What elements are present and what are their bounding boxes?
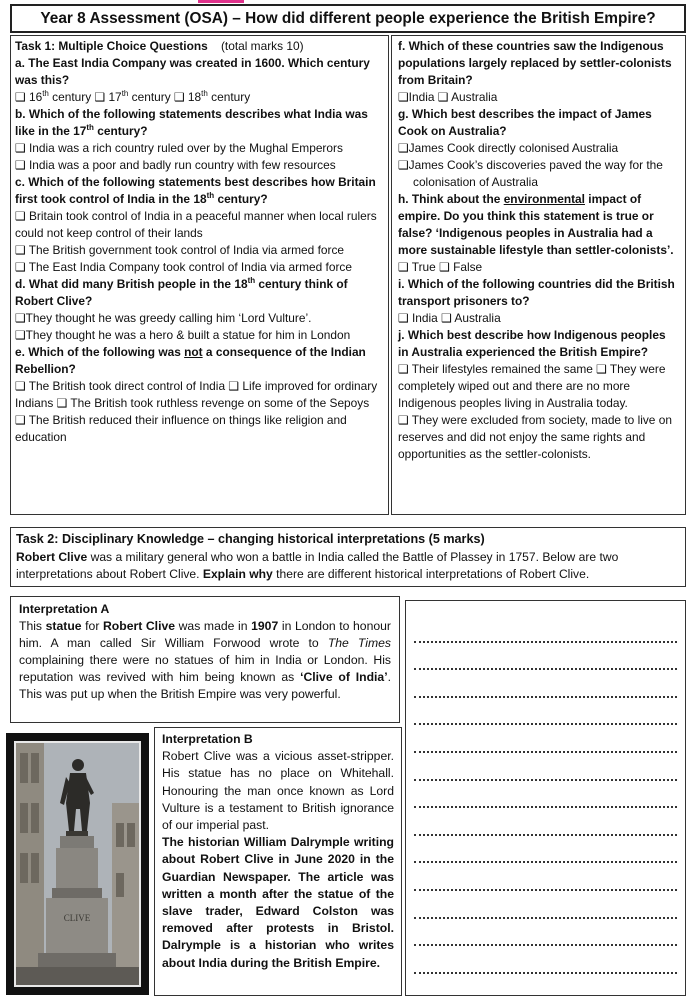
option-g-1[interactable]: ❑James Cook directly colonised Australia bbox=[398, 141, 619, 155]
interpretation-b bbox=[154, 727, 402, 996]
question-f: f. Which of these countries saw the Indigenous populations largely replaced by settler-colonists from Britain? bbox=[398, 39, 672, 87]
option-a-1[interactable]: ❑ 16th century bbox=[15, 89, 92, 104]
statue-photo-frame bbox=[6, 733, 149, 995]
question-e-options bbox=[15, 378, 384, 412]
option-g-2[interactable]: ❑James Cook’s discoveries paved the way for the colonisation of Australia bbox=[398, 158, 663, 189]
task2-heading: Task 2: Disciplinary Knowledge – changing historical interpretations (5 marks) bbox=[16, 532, 485, 546]
task1-heading: Task 1: Multiple Choice Questions bbox=[15, 39, 208, 53]
option-b-1[interactable]: ❑ India was a rich country ruled over by the Mughal Emperors bbox=[15, 141, 343, 155]
answer-line[interactable] bbox=[414, 781, 677, 809]
option-c-1[interactable]: ❑ Britain took control of India in a peaceful manner when local rulers could not keep control of their lands bbox=[15, 209, 377, 240]
option-d-2[interactable]: ❑They thought he was a hero & built a statue for him in London bbox=[15, 328, 351, 342]
question-j-options-a bbox=[398, 361, 679, 412]
header-accent bbox=[198, 0, 244, 3]
interpretation-b-heading: Interpretation B bbox=[162, 732, 253, 746]
option-j-1[interactable]: ❑ Their lifestyles remained the same bbox=[398, 362, 593, 376]
option-j-3[interactable]: ❑ They were excluded from society, made to live on reserves and did not enjoy the same rights and opportunities as the settler-colonists. bbox=[398, 413, 672, 461]
answer-line[interactable] bbox=[414, 946, 677, 974]
interpretation-a-heading: Interpretation A bbox=[19, 602, 110, 616]
option-f-1[interactable]: ❑India bbox=[398, 90, 435, 104]
answer-line[interactable] bbox=[414, 615, 677, 643]
option-h-1[interactable]: ❑ True bbox=[398, 260, 436, 274]
option-e-4[interactable]: ❑ The British reduced their influence on things like religion and education bbox=[15, 413, 347, 444]
answer-line[interactable] bbox=[414, 643, 677, 671]
answer-line[interactable] bbox=[414, 863, 677, 891]
interpretation-a bbox=[10, 596, 400, 723]
answer-line[interactable] bbox=[414, 808, 677, 836]
task2-panel bbox=[10, 527, 686, 587]
question-c: c. Which of the following statements best describes how Britain first took control of India in the 18th century? bbox=[15, 175, 376, 206]
task1-left-panel bbox=[10, 35, 389, 515]
option-h-2[interactable]: ❑ False bbox=[439, 260, 483, 274]
question-e: e. Which of the following was not a consequence of the Indian Rebellion? bbox=[15, 345, 366, 376]
option-c-3[interactable]: ❑ The East India Company took control of India via armed force bbox=[15, 260, 352, 274]
answer-line[interactable] bbox=[414, 919, 677, 947]
plinth-inscription: CLIVE bbox=[63, 913, 91, 923]
answer-line[interactable] bbox=[414, 753, 677, 781]
option-b-2[interactable]: ❑ India was a poor and badly run country with few resources bbox=[15, 158, 336, 172]
interpretation-b-quote: Robert Clive was a vicious asset-stripper. His statue has no place on Whitehall. Honouring the man once known as Lord Vulture is a testament to British ignorance of our imperial past. bbox=[162, 749, 394, 833]
robert-clive-statue-photo bbox=[14, 741, 141, 987]
option-j-2[interactable]: ❑ They were completely wiped out and there are no more Indigenous peoples living in Australia today. bbox=[398, 362, 666, 410]
task1-marks: (total marks 10) bbox=[220, 39, 304, 53]
question-h: h. Think about the environmental impact of empire. Do you think this statement is true or false? ‘Indigenous peoples in Australia had a more sustainable lifestyle than settler-colonists’. bbox=[398, 192, 674, 257]
option-f-2[interactable]: ❑ Australia bbox=[437, 90, 498, 104]
option-e-3[interactable]: ❑ The British took ruthless revenge on some of the Sepoys bbox=[56, 396, 370, 410]
interpretation-a-text: This statue for Robert Clive was made in 1907 in London to honour him. A man called Sir William Forwood wrote to The Times complaining there were no statues of him in India or London. His reputation was revived with him being known as ‘Clive of India’. This was put up when the British Empire was very powerful. bbox=[19, 619, 391, 701]
option-i-2[interactable]: ❑ Australia bbox=[441, 311, 501, 325]
question-b: b. Which of the following statements describes what India was like in the 17th century? bbox=[15, 107, 368, 138]
task2-intro: Robert Clive was a military general who won a battle in India called the Battle of Plassey in 1757. Below are two interpretations about Robert Clive. Explain why there are different historical interpretations of Robert Clive. bbox=[16, 549, 619, 581]
question-f-options bbox=[398, 89, 679, 106]
question-i: i. Which of the following countries did the British transport prisoners to? bbox=[398, 277, 675, 308]
answer-line[interactable] bbox=[414, 670, 677, 698]
question-j: j. Which best describe how Indigenous peoples in Australia experienced the British Empire? bbox=[398, 328, 666, 359]
question-a: a. The East India Company was created in 1600. Which century was this? bbox=[15, 56, 370, 87]
question-a-options bbox=[15, 89, 384, 106]
answer-lines bbox=[414, 615, 677, 974]
page-title: Year 8 Assessment (OSA) – How did different people experience the British Empire? bbox=[10, 4, 686, 33]
question-d: d. What did many British people in the 18th century think of Robert Clive? bbox=[15, 276, 348, 308]
answer-line[interactable] bbox=[414, 725, 677, 753]
question-g: g. Which best describes the impact of James Cook on Australia? bbox=[398, 107, 652, 138]
answer-line[interactable] bbox=[414, 836, 677, 864]
answer-area[interactable] bbox=[405, 600, 686, 996]
option-i-1[interactable]: ❑ India bbox=[398, 311, 438, 325]
option-e-2[interactable]: ❑ Life improved for ordinary Indians bbox=[15, 379, 378, 410]
option-d-1[interactable]: ❑They thought he was greedy calling him ‘Lord Vulture’. bbox=[15, 311, 312, 325]
question-h-options bbox=[398, 259, 679, 276]
option-a-3[interactable]: ❑ 18th century bbox=[173, 89, 251, 104]
option-c-2[interactable]: ❑ The British government took control of India via armed force bbox=[15, 243, 345, 257]
option-e-1[interactable]: ❑ The British took direct control of India bbox=[15, 379, 226, 393]
interpretation-b-source: The historian William Dalrymple writing about Robert Clive in June 2020 in the Guardian Newspaper. The article was written a month after the statue of the slave trader, Edward Colston was removed after protests in Bristol. Dalrymple is a historian who writes about India during the British Empire. bbox=[162, 835, 394, 970]
option-a-2[interactable]: ❑ 17th century bbox=[94, 89, 171, 104]
answer-line[interactable] bbox=[414, 891, 677, 919]
answer-line[interactable] bbox=[414, 698, 677, 726]
question-i-options bbox=[398, 310, 679, 327]
task1-right-panel bbox=[391, 35, 686, 515]
